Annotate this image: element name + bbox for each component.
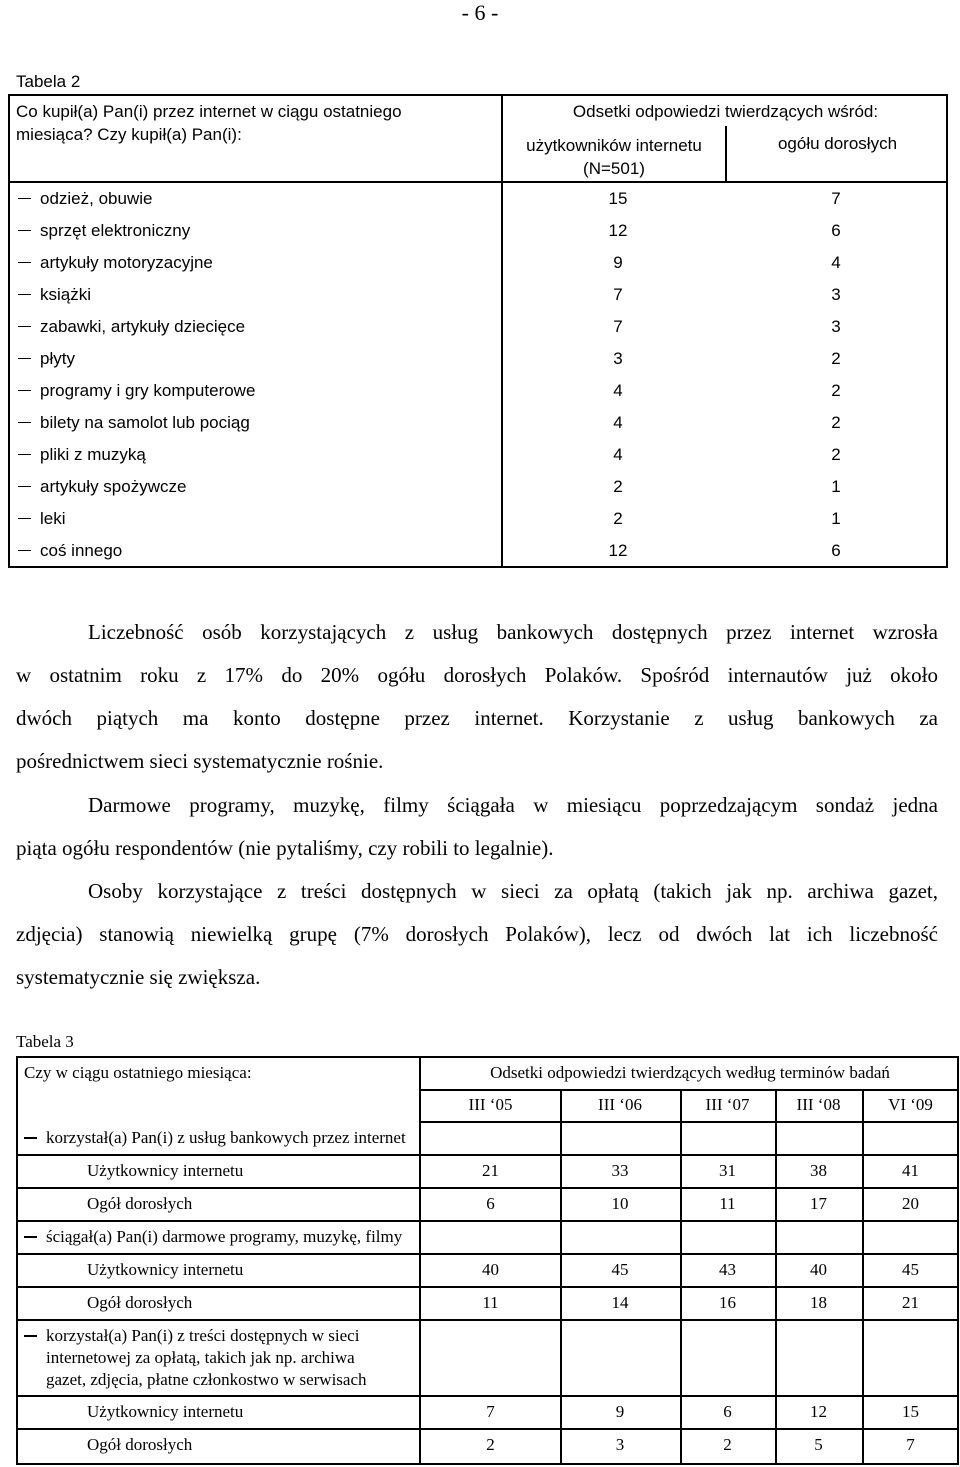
table3-divider <box>419 1154 959 1156</box>
table-cell: 10 <box>611 1194 629 1213</box>
table-cell: 7 <box>906 1435 915 1454</box>
period-header: III ‘05 <box>468 1095 513 1114</box>
table-cell: 40 <box>810 1260 827 1279</box>
row-label: Ogół dorosłych <box>87 1194 193 1213</box>
text-line: piąta ogółu respondentów (nie pytaliśmy, czy robili to legalnie). <box>16 836 554 860</box>
table2-col1-header-line: (N=501) <box>583 159 645 178</box>
row-label: Użytkownicy internetu <box>87 1402 244 1421</box>
table-row <box>8 503 948 535</box>
table-cell: 17 <box>810 1194 827 1213</box>
row-label-text: artykuły spożywcze <box>40 477 187 496</box>
row-label <box>18 509 66 529</box>
table2-col1-header <box>503 134 725 180</box>
dash-bullet-icon <box>18 326 31 328</box>
table-cell: 11 <box>482 1293 499 1312</box>
cell-all-adults: 1 <box>831 477 841 496</box>
cell-all-adults: 7 <box>831 189 841 208</box>
dash-bullet-icon <box>18 454 31 456</box>
cell-internet-users: 4 <box>613 445 623 464</box>
section-title-line: gazet, zdjęcia, płatne członkostwo w serwisach <box>46 1370 367 1389</box>
period-header: III ‘08 <box>796 1095 841 1114</box>
table3-divider <box>419 1121 959 1123</box>
dash-bullet-icon <box>18 486 31 488</box>
section-title-line: ściągał(a) Pan(i) darmowe programy, muzykę, filmy <box>46 1227 403 1246</box>
table3-group-header: Odsetki odpowiedzi twierdzących według terminów badań <box>490 1063 890 1082</box>
table3-caption: Tabela 3 <box>16 1032 74 1051</box>
table2-question <box>16 100 486 146</box>
table-cell: 38 <box>810 1161 827 1180</box>
table-row <box>8 439 948 471</box>
cell-internet-users: 12 <box>608 221 628 240</box>
table-cell: 43 <box>719 1260 736 1279</box>
dash-bullet-icon <box>24 1335 37 1337</box>
row-label-text: książki <box>40 285 92 304</box>
row-label <box>18 349 75 369</box>
table-cell: 16 <box>719 1293 736 1312</box>
row-label: Użytkownicy internetu <box>87 1260 244 1279</box>
table3-divider <box>680 1089 682 1465</box>
cell-all-adults: 2 <box>831 413 841 432</box>
row-label <box>18 221 190 241</box>
cell-internet-users: 7 <box>613 285 623 304</box>
table-row <box>8 343 948 375</box>
table3-question: Czy w ciągu ostatniego miesiąca: <box>24 1063 252 1082</box>
table-cell: 21 <box>902 1293 919 1312</box>
text-line: Osoby korzystające z treści dostępnych w sieci za opłatą (takich jak np. archiwa gazet, <box>88 879 938 903</box>
period-header: III ‘07 <box>705 1095 750 1114</box>
table-cell: 45 <box>611 1260 629 1279</box>
section-title-line: korzystał(a) Pan(i) z treści dostępnych w sieci <box>46 1326 360 1345</box>
table3-divider <box>16 1319 959 1321</box>
row-label-text: pliki z muzyką <box>40 445 146 464</box>
table-row <box>8 535 948 567</box>
paragraph-2 <box>16 784 938 870</box>
dash-bullet-icon <box>18 198 31 200</box>
table3-divider <box>419 1056 421 1465</box>
table-row <box>8 407 948 439</box>
table-cell: 40 <box>482 1260 499 1279</box>
row-label: Użytkownicy internetu <box>87 1161 244 1180</box>
text-line: dwóch piątych ma konto dostępne przez internet. Korzystanie z usług bankowych za <box>16 706 938 730</box>
section-title <box>24 1325 367 1391</box>
table3-divider <box>419 1253 959 1255</box>
table-row <box>8 375 948 407</box>
period-header: VI ‘09 <box>888 1095 933 1114</box>
cell-all-adults: 2 <box>831 445 841 464</box>
dash-bullet-icon <box>18 262 31 264</box>
table-cell: 15 <box>902 1402 919 1421</box>
table3-divider <box>862 1089 864 1465</box>
table-cell: 21 <box>482 1161 499 1180</box>
cell-internet-users: 12 <box>608 541 628 560</box>
dash-bullet-icon <box>18 358 31 360</box>
table-cell: 6 <box>486 1194 495 1213</box>
row-label <box>18 477 186 497</box>
row-label <box>18 317 245 337</box>
section-title <box>24 1226 402 1248</box>
text-line: systematycznie się zwiększa. <box>16 965 261 989</box>
text-line: pośrednictwem sieci systematycznie rośnie. <box>16 749 384 773</box>
text-line: Liczebność osób korzystających z usług bankowych dostępnych przez internet wzrosła <box>88 620 938 644</box>
dash-bullet-icon <box>24 1137 37 1139</box>
table3-divider <box>16 1286 959 1288</box>
cell-internet-users: 4 <box>613 381 623 400</box>
row-label <box>18 445 146 465</box>
table-row <box>8 311 948 343</box>
table3-divider <box>419 1089 959 1091</box>
cell-internet-users: 3 <box>613 349 623 368</box>
dash-bullet-icon <box>18 518 31 520</box>
table3-divider <box>16 1253 421 1255</box>
table-cell: 6 <box>723 1402 732 1421</box>
dash-bullet-icon <box>24 1236 37 1238</box>
row-label <box>18 189 152 209</box>
row-label <box>18 285 91 305</box>
cell-internet-users: 4 <box>613 413 623 432</box>
text-line: w ostatnim roku z 17% do 20% ogółu dorosłych Polaków. Spośród internautów już około <box>16 663 938 687</box>
table2-question-line: Co kupił(a) Pan(i) przez internet w ciągu ostatniego <box>16 102 402 121</box>
table2-col1-header-line: użytkowników internetu <box>526 136 702 155</box>
cell-internet-users: 2 <box>613 477 623 496</box>
table-cell: 41 <box>902 1161 919 1180</box>
row-label-text: artykuły motoryzacyjne <box>40 253 213 272</box>
table-row <box>8 215 948 247</box>
row-label <box>18 541 122 561</box>
cell-all-adults: 4 <box>831 253 841 272</box>
table-cell: 3 <box>615 1435 625 1454</box>
dash-bullet-icon <box>18 422 31 424</box>
cell-all-adults: 3 <box>831 285 841 304</box>
row-label-text: bilety na samolot lub pociąg <box>40 413 250 432</box>
row-label-text: leki <box>40 509 66 528</box>
table3-divider <box>775 1089 777 1465</box>
section-title <box>24 1127 406 1149</box>
table-cell: 2 <box>486 1435 495 1454</box>
table-cell: 9 <box>615 1402 625 1421</box>
row-label <box>18 413 250 433</box>
cell-all-adults: 2 <box>831 349 841 368</box>
table-cell: 18 <box>810 1293 827 1312</box>
row-label-text: odzież, obuwie <box>40 189 153 208</box>
table-cell: 45 <box>902 1260 919 1279</box>
table-cell: 5 <box>814 1435 823 1454</box>
table-row <box>8 279 948 311</box>
table-cell: 20 <box>902 1194 919 1213</box>
row-label-text: coś innego <box>40 541 123 560</box>
cell-all-adults: 1 <box>831 509 841 528</box>
row-label-text: programy i gry komputerowe <box>40 381 256 400</box>
section-title-line: korzystał(a) Pan(i) z usług bankowych przez internet <box>46 1128 406 1147</box>
cell-all-adults: 2 <box>831 381 841 400</box>
row-label-text: sprzęt elektroniczny <box>40 221 191 240</box>
row-label-text: płyty <box>40 349 75 368</box>
dash-bullet-icon <box>18 390 31 392</box>
row-label: Ogół dorosłych <box>87 1435 193 1454</box>
row-label-text: zabawki, artykuły dziecięce <box>40 317 246 336</box>
row-label: Ogół dorosłych <box>87 1293 193 1312</box>
dash-bullet-icon <box>18 294 31 296</box>
cell-internet-users: 2 <box>613 509 623 528</box>
table-row <box>8 471 948 503</box>
table2-col2-header: ogółu dorosłych <box>777 134 898 153</box>
cell-internet-users: 7 <box>613 317 623 336</box>
dash-bullet-icon <box>18 230 31 232</box>
row-label <box>18 253 213 273</box>
cell-internet-users: 9 <box>613 253 623 272</box>
table3-divider <box>16 1187 959 1189</box>
table-row <box>8 247 948 279</box>
table-cell: 12 <box>810 1402 827 1421</box>
page-number: - 6 - <box>461 0 499 25</box>
paragraph-1 <box>16 611 938 783</box>
period-header: III ‘06 <box>598 1095 642 1114</box>
table2-group-header: Odsetki odpowiedzi twierdzących wśród: <box>572 102 879 121</box>
text-line: Darmowe programy, muzykę, filmy ściągała w miesiącu poprzedzającym sondaż jedna <box>88 793 938 817</box>
table3-divider <box>16 1428 959 1430</box>
table-cell: 11 <box>719 1194 736 1213</box>
table2-question-line: miesiąca? Czy kupił(a) Pan(i): <box>16 125 242 144</box>
table3-divider <box>16 1220 959 1222</box>
table3-divider <box>16 1154 421 1156</box>
table2-caption: Tabela 2 <box>16 72 81 91</box>
cell-all-adults: 6 <box>831 541 841 560</box>
section-title-line: internetowej za opłatą, takich jak np. archiwa <box>46 1348 355 1367</box>
table-cell: 2 <box>723 1435 732 1454</box>
table3-divider <box>16 1395 421 1397</box>
table-row <box>8 183 948 215</box>
table-cell: 14 <box>611 1293 629 1312</box>
table-cell: 7 <box>486 1402 495 1421</box>
cell-internet-users: 15 <box>608 189 628 208</box>
table-cell: 33 <box>611 1161 629 1180</box>
text-line: zdjęcia) stanowią niewielką grupę (7% dorosłych Polaków), lecz od dwóch lat ich liczebność <box>16 922 938 946</box>
table3-divider <box>560 1089 562 1465</box>
cell-all-adults: 3 <box>831 317 841 336</box>
dash-bullet-icon <box>18 550 31 552</box>
paragraph-3 <box>16 870 938 999</box>
table-cell: 31 <box>719 1161 736 1180</box>
row-label <box>18 381 255 401</box>
cell-all-adults: 6 <box>831 221 841 240</box>
table3-divider <box>419 1395 959 1397</box>
